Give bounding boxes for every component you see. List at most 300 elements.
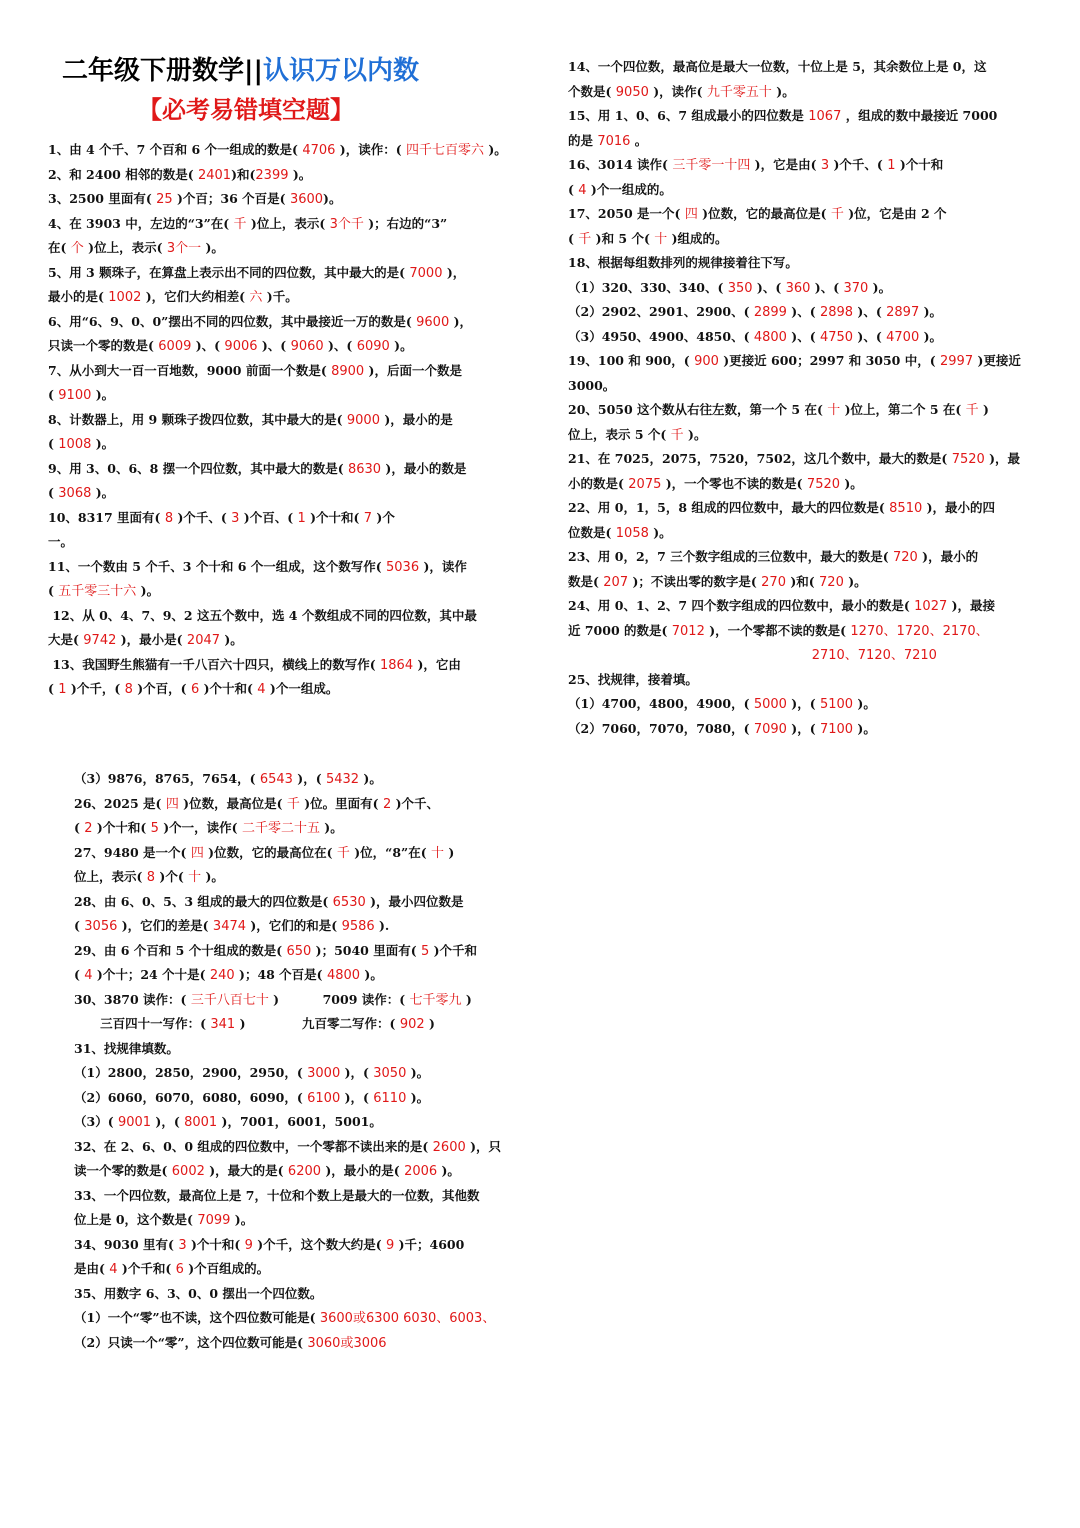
answer-text: 1002 bbox=[108, 290, 142, 305]
answer-text: 4 bbox=[84, 968, 93, 983]
answer-text: 9 bbox=[385, 1237, 395, 1253]
question-text: 14、一个四位数，最高位是最大一位数，十位上是 5，其余数位上是 0，这 bbox=[568, 59, 987, 74]
question-line bbox=[74, 1331, 514, 1356]
answer-text: 4 bbox=[578, 182, 587, 198]
question-line bbox=[48, 138, 507, 163]
question-text: )。 bbox=[406, 1089, 430, 1105]
answer-text: 6009 bbox=[158, 339, 192, 354]
answer-text: 4 bbox=[109, 1262, 118, 1277]
question-text: 是由( bbox=[74, 1261, 110, 1276]
question-line bbox=[568, 349, 1021, 374]
question-text: ，组成的数中最接近 7000 bbox=[841, 108, 998, 123]
question-text: )。 bbox=[91, 485, 115, 500]
answer-text: 6 bbox=[175, 1262, 184, 1277]
answer-text: 1 bbox=[58, 682, 67, 697]
answer-text: 1058 bbox=[615, 525, 649, 541]
question-text: )，最小是( bbox=[116, 632, 187, 647]
question-text: 10、8317 里面有( bbox=[48, 509, 165, 525]
question-text: )。 bbox=[319, 820, 343, 835]
answer-text: 六 bbox=[249, 290, 263, 305]
question-text: 28、由 6、0、5、3 组成的最大的四位数是( bbox=[74, 893, 333, 909]
question-text: （3）4950、4900、4850、( bbox=[568, 328, 754, 344]
question-line bbox=[74, 1208, 514, 1233]
question-text: )位数，它的最高位是( bbox=[697, 206, 831, 221]
question-text: )个百、( bbox=[239, 509, 298, 525]
answer-text: 6090 bbox=[356, 339, 390, 354]
answer-text: 3 bbox=[820, 158, 830, 173]
answer-text: 七千零九 bbox=[409, 992, 462, 1008]
question-text: )。 bbox=[360, 967, 383, 982]
question-line bbox=[568, 472, 1000, 497]
answer-text: 900 bbox=[694, 354, 719, 369]
question-text: 15、用 1、0、6、7 组成最小的四位数是 bbox=[568, 108, 809, 123]
question-text: 22、用 0，1，5，8 组成的四位数中，最大的四位数是( bbox=[568, 500, 890, 515]
question-text: )。 bbox=[323, 191, 342, 206]
question-text: )，( bbox=[340, 1089, 374, 1105]
question-text: )，最大的是( bbox=[204, 1163, 288, 1178]
answer-text: 3 bbox=[231, 510, 240, 526]
question-text: )个十和 bbox=[895, 157, 944, 172]
question-text: )。 bbox=[201, 869, 224, 884]
question-text: ( bbox=[48, 583, 59, 598]
question-text: 位数是( bbox=[568, 524, 616, 540]
question-line bbox=[568, 129, 1000, 154]
question-line bbox=[568, 202, 1000, 227]
question-text: )。 bbox=[91, 387, 115, 402]
question-text: )。 bbox=[91, 436, 115, 451]
question-line bbox=[568, 398, 1000, 423]
question-line bbox=[568, 692, 1000, 717]
answer-text: 9600 bbox=[416, 314, 450, 330]
question-text: 13、我国野生熊猫有一千八百六十四只，横线上的数写作( bbox=[48, 656, 381, 672]
question-line bbox=[48, 677, 493, 702]
answer-text: 2 bbox=[84, 821, 93, 836]
answer-text: 3个千 bbox=[329, 216, 364, 232]
answer-text: 4750 bbox=[819, 329, 854, 345]
question-line bbox=[74, 1159, 514, 1184]
question-text: 最小的是( bbox=[48, 289, 109, 304]
page-subtitle: 【必考易错填空题】 bbox=[138, 96, 354, 124]
answer-text: 3 bbox=[178, 1237, 187, 1253]
question-line bbox=[48, 628, 493, 653]
answer-text: 3个一 bbox=[166, 241, 202, 256]
question-text: 。 bbox=[630, 132, 648, 148]
question-text: （3）( bbox=[74, 1114, 118, 1129]
question-text: 32、在 2、6、0、0 组成的四位数中，一个零都不读出来的是( bbox=[74, 1138, 433, 1154]
answer-text: 9586 bbox=[341, 919, 375, 934]
question-text: （2）7060，7070，7080，( bbox=[568, 720, 754, 736]
question-text: )，它们的和是( bbox=[246, 918, 342, 933]
answer-text: 9060 bbox=[290, 339, 324, 354]
question-text: )，( bbox=[292, 771, 326, 786]
question-text: 27、9480 是一个( bbox=[74, 844, 191, 860]
answer-text: 9742 bbox=[83, 633, 117, 648]
question-line bbox=[568, 668, 1000, 693]
answer-text: 3600 bbox=[289, 192, 324, 207]
question-text: )。 bbox=[683, 426, 707, 442]
answer-text: 6200 bbox=[287, 1164, 322, 1179]
answer-text: 千 bbox=[578, 231, 592, 247]
question-line bbox=[48, 408, 493, 433]
answer-text: 8 bbox=[146, 870, 156, 885]
question-text: )，它是由( bbox=[750, 157, 821, 172]
question-text: )，( bbox=[340, 1065, 374, 1080]
question-line bbox=[74, 988, 514, 1013]
question-text: 位上是 0，这个数是( bbox=[74, 1212, 198, 1227]
question-text: 7、从小到大一百一百地数，9000 前面一个数是( bbox=[48, 362, 332, 378]
question-text: )和( bbox=[785, 573, 820, 589]
question-text: 位上，表示 5 个( bbox=[568, 426, 671, 442]
answer-text: 四 bbox=[165, 796, 179, 812]
question-text: 9、用 3、0、6、8 摆一个四位数，其中最大的数是( bbox=[48, 460, 348, 476]
answer-text: 3000 bbox=[307, 1066, 341, 1081]
question-line bbox=[48, 457, 493, 482]
question-text: )位数，最高位是( bbox=[178, 795, 287, 811]
question-text: )。 bbox=[843, 573, 867, 589]
answer-text: 7012 bbox=[671, 623, 705, 639]
answer-text: 个 bbox=[70, 241, 84, 256]
answer-text: 7100 bbox=[819, 721, 854, 737]
question-text: 26、2025 是( bbox=[74, 795, 166, 811]
question-line bbox=[568, 325, 1000, 350]
question-text: 8、计数器上，用 9 颗珠子拨四位数，其中最大的是( bbox=[48, 411, 347, 427]
question-text: )。 bbox=[220, 632, 243, 647]
answer-text: 4700 bbox=[886, 329, 920, 345]
answer-text: 8630 bbox=[347, 461, 382, 477]
question-line bbox=[74, 816, 514, 841]
question-line bbox=[74, 1257, 514, 1282]
question-text: )、( bbox=[786, 328, 820, 344]
question-text: )。 bbox=[840, 475, 863, 491]
question-text: ( bbox=[48, 681, 59, 696]
question-text: 17、2050 是一个( bbox=[568, 206, 685, 221]
page-title bbox=[62, 50, 419, 87]
question-line bbox=[568, 545, 1000, 570]
answer-text: 8 bbox=[164, 510, 174, 526]
question-text: )， bbox=[442, 264, 466, 280]
question-text: )个十；24 个十是( bbox=[92, 967, 210, 982]
answer-text: 4706 bbox=[302, 143, 336, 158]
question-text: )，最小的是( bbox=[321, 1163, 405, 1178]
question-text: 3000。 bbox=[568, 377, 616, 393]
question-text: )个百，( bbox=[132, 681, 191, 696]
answer-text: 360 bbox=[785, 280, 811, 296]
answer-text: 902 bbox=[399, 1017, 425, 1032]
question-line bbox=[568, 104, 1000, 129]
question-text: 18、根据每组数排列的规律接着往下写。 bbox=[568, 255, 798, 270]
question-text: 3、2500 里面有( bbox=[48, 191, 157, 206]
question-text: 一。 bbox=[48, 534, 74, 549]
question-line bbox=[74, 1135, 514, 1160]
question-text: )个百；36 个百是( bbox=[172, 191, 290, 206]
answer-text: 十 bbox=[827, 403, 841, 418]
answer-text: 7 bbox=[363, 510, 373, 526]
question-line bbox=[568, 643, 1000, 668]
answer-text: 千 bbox=[286, 796, 300, 812]
question-text: )个一，读作( bbox=[158, 820, 242, 835]
question-text: )个十和( bbox=[92, 820, 151, 835]
answer-text: 九千零五十 bbox=[706, 84, 772, 100]
question-text: )；5040 里面有( bbox=[311, 942, 421, 958]
answer-text: 370 bbox=[843, 280, 869, 296]
question-line bbox=[48, 236, 493, 261]
question-text: )个千、( bbox=[829, 157, 888, 172]
answer-text: 7000 bbox=[409, 265, 443, 281]
question-text: )。 bbox=[648, 524, 672, 540]
answer-text: 2 bbox=[382, 796, 392, 812]
left-column-questions bbox=[48, 138, 507, 702]
question-line bbox=[74, 1306, 514, 1331]
answer-text: 4800 bbox=[326, 968, 361, 983]
answer-text: 7016 bbox=[597, 133, 631, 149]
question-line bbox=[74, 865, 514, 890]
question-text: )，最 bbox=[984, 451, 1021, 466]
question-text: 16、3014 读作( bbox=[568, 157, 673, 172]
right-column-questions bbox=[568, 55, 1021, 741]
question-line bbox=[74, 1282, 514, 1307]
question-line bbox=[74, 1233, 514, 1258]
question-line bbox=[568, 423, 1000, 448]
title-main: 二年级下册数学|| bbox=[62, 56, 263, 86]
answer-text: 9000 bbox=[346, 412, 380, 428]
answer-text: 9006 bbox=[224, 339, 258, 354]
answer-text: 十 bbox=[188, 870, 202, 885]
question-text: )。 bbox=[771, 83, 795, 99]
answer-text: 5432 bbox=[325, 772, 360, 787]
question-text: 21、在 7025，2075，7520，7502，这几个数中，最大的数是( bbox=[568, 451, 952, 466]
answer-text: 四 bbox=[190, 845, 204, 861]
question-line bbox=[568, 153, 1000, 178]
answer-text: 四千七百零六 bbox=[405, 143, 484, 158]
question-text: 位上，表示( bbox=[74, 869, 147, 884]
question-text: )；不读出零的数字是( bbox=[628, 573, 762, 589]
question-line bbox=[568, 276, 1000, 301]
answer-text: 千 bbox=[233, 216, 247, 232]
answer-text: 5 bbox=[150, 821, 159, 836]
question-text: ( bbox=[568, 230, 579, 246]
question-text: ) bbox=[424, 1016, 435, 1031]
question-text: 6、用“6、9、0、0”摆出不同的四位数，其中最接近一万的数是( bbox=[48, 313, 417, 329]
answer-text: 207 bbox=[603, 574, 629, 590]
question-text: （1）2800，2850，2900，2950，( bbox=[74, 1065, 308, 1080]
question-line bbox=[568, 594, 1000, 619]
answer-text: 1 bbox=[297, 510, 306, 526]
question-text: )。 bbox=[201, 240, 224, 255]
question-text: )个( bbox=[155, 869, 189, 884]
answer-text: 25 bbox=[156, 192, 173, 207]
question-text: )。 bbox=[288, 166, 312, 182]
question-line bbox=[74, 841, 514, 866]
question-line bbox=[74, 792, 514, 817]
question-line bbox=[74, 914, 514, 939]
answer-text: 四 bbox=[684, 207, 698, 222]
question-line bbox=[48, 481, 493, 506]
answer-text: 9100 bbox=[58, 388, 92, 403]
question-text: ( bbox=[568, 181, 579, 197]
question-text: ). bbox=[374, 918, 390, 933]
question-text: 大是( bbox=[48, 632, 84, 647]
question-text: )、( bbox=[323, 338, 357, 353]
answer-text: 7520 bbox=[951, 452, 985, 467]
question-text: 34、9030 里有( bbox=[74, 1236, 179, 1252]
question-text: 在( bbox=[48, 240, 71, 255]
question-text: 30、3870 读作：( bbox=[74, 991, 191, 1007]
question-text: 29、由 6 个百和 5 个十组成的数是( bbox=[74, 942, 287, 958]
question-line bbox=[48, 604, 493, 629]
lower-column-questions bbox=[74, 767, 514, 1355]
question-text: )。 bbox=[483, 142, 507, 157]
question-text: （1）4700，4800，4900，( bbox=[568, 696, 754, 711]
answer-text: 6002 bbox=[171, 1164, 205, 1179]
question-line bbox=[74, 1086, 514, 1111]
question-text: )，它们的差是( bbox=[117, 918, 213, 933]
answer-text: 1270、1720、2170、 bbox=[850, 623, 989, 639]
answer-text: 7090 bbox=[753, 721, 787, 737]
question-text: )，它由 bbox=[413, 656, 461, 672]
question-line bbox=[568, 300, 1000, 325]
question-text: )。 bbox=[230, 1212, 254, 1227]
answer-text: 十 bbox=[431, 845, 445, 861]
question-text: ( bbox=[74, 918, 85, 933]
question-text: )位，它是由 2 个 bbox=[843, 206, 947, 221]
question-text: 33、一个四位数，最高位上是 7，十位和个数上是最大的一位数，其他数 bbox=[74, 1187, 480, 1203]
question-text: 11、一个数由 5 个千、3 个十和 6 个一组成，这个数写作( bbox=[48, 558, 387, 574]
answer-text: 6100 bbox=[307, 1090, 341, 1106]
question-text: )。 bbox=[406, 1065, 430, 1080]
answer-text: 3474 bbox=[212, 919, 247, 934]
answer-text: 2899 bbox=[753, 305, 787, 320]
question-text: )个 bbox=[372, 509, 395, 525]
question-text: （2）2902、2901、2900、( bbox=[568, 304, 754, 319]
answer-text: 6 bbox=[190, 682, 200, 697]
question-line bbox=[48, 579, 493, 604]
answer-text: 9050 bbox=[615, 84, 649, 100]
question-text: )， bbox=[449, 313, 473, 329]
answer-text: 8 bbox=[124, 682, 133, 697]
question-line bbox=[568, 251, 1000, 276]
question-text: )和( bbox=[231, 166, 256, 182]
question-line bbox=[568, 496, 1000, 521]
question-text: )个一组成。 bbox=[265, 681, 339, 696]
question-text: )，只 bbox=[465, 1138, 502, 1154]
answer-text: 1864 bbox=[380, 657, 414, 673]
question-line bbox=[48, 212, 493, 237]
question-text: )个千、 bbox=[391, 795, 439, 811]
question-text: 19、100 和 900，( bbox=[568, 353, 695, 368]
question-text: )。 bbox=[359, 771, 382, 786]
answer-text: 二千零二十五 bbox=[241, 821, 320, 836]
question-text: )更接近 bbox=[973, 353, 1021, 368]
question-text: ) 7009 读作：( bbox=[268, 991, 410, 1007]
question-line bbox=[48, 432, 493, 457]
question-text: )个十和( bbox=[186, 1236, 245, 1252]
answer-text: 720 bbox=[819, 574, 844, 590]
question-text: ( bbox=[74, 967, 85, 982]
question-text: )，7001，6001，5001。 bbox=[217, 1114, 382, 1129]
question-text: )，最小的四 bbox=[922, 500, 996, 515]
question-text: )；右边的“3” bbox=[363, 215, 448, 231]
answer-text: 7099 bbox=[197, 1213, 231, 1228]
question-text: )个百组成的。 bbox=[183, 1261, 270, 1276]
question-text: )、( bbox=[752, 279, 786, 295]
question-text: 23、用 0，2，7 三个数字组成的三位数中，最大的数是( bbox=[568, 549, 893, 564]
question-text: )。 bbox=[868, 279, 892, 295]
answer-text: 2006 bbox=[404, 1164, 438, 1179]
question-text: ) bbox=[978, 402, 989, 417]
answer-text: 3068 bbox=[58, 486, 92, 501]
answer-text: 350 bbox=[727, 280, 753, 296]
question-text: )千。 bbox=[262, 289, 298, 304]
question-text: )。 bbox=[919, 328, 942, 344]
question-text: )个一组成的。 bbox=[586, 181, 672, 197]
question-text: )、( bbox=[257, 338, 291, 353]
question-text: )，后面一个数是 bbox=[364, 362, 462, 378]
question-text: ( bbox=[74, 820, 85, 835]
question-text: )、( bbox=[786, 304, 820, 319]
question-text: )、( bbox=[810, 279, 844, 295]
question-text: )。 bbox=[389, 338, 413, 353]
question-text: )，最小四位数是 bbox=[365, 893, 464, 909]
question-line bbox=[48, 359, 493, 384]
question-line bbox=[48, 310, 493, 335]
question-text: )组成的。 bbox=[667, 230, 728, 246]
question-text bbox=[568, 647, 812, 662]
question-text: 4、在 3903 中，左边的“3”在( bbox=[48, 215, 234, 231]
answer-text: 3050 bbox=[373, 1066, 407, 1081]
answer-text: 8510 bbox=[889, 501, 923, 516]
question-line bbox=[74, 1110, 514, 1135]
question-line bbox=[568, 521, 1000, 546]
question-text: 数是( bbox=[568, 573, 604, 589]
question-text: )、( bbox=[853, 304, 887, 319]
answer-text: 三千八百七十 bbox=[190, 992, 269, 1008]
answer-text: 千 bbox=[965, 403, 979, 418]
question-text: 2、和 2400 相邻的数是( bbox=[48, 166, 198, 182]
question-text: )。 bbox=[919, 304, 942, 319]
question-text: ) bbox=[444, 844, 455, 860]
question-text: 1、由 4 个千、7 个百和 6 个一组成的数是( bbox=[48, 142, 303, 157]
question-text: )。 bbox=[437, 1163, 460, 1178]
question-text: （1）320、330、340、( bbox=[568, 279, 728, 295]
answer-text: 2075 bbox=[628, 476, 662, 492]
question-line bbox=[48, 163, 493, 188]
answer-text: 5100 bbox=[819, 697, 854, 712]
question-line bbox=[74, 767, 514, 792]
question-line bbox=[48, 261, 493, 286]
answer-text: 千 bbox=[336, 845, 350, 861]
answer-text: 2600 bbox=[432, 1139, 466, 1155]
answer-text: 8900 bbox=[331, 363, 365, 379]
answer-text: 2997 bbox=[940, 354, 974, 369]
question-line bbox=[48, 187, 493, 212]
question-text: 25、找规律，接着填。 bbox=[568, 671, 698, 687]
question-line bbox=[74, 1061, 514, 1086]
question-text: )、( bbox=[191, 338, 225, 353]
question-text: )，( bbox=[786, 696, 820, 711]
question-text: 35、用数字 6、3、0、0 摆出一个四位数。 bbox=[74, 1285, 323, 1301]
question-text: 三百四十一写作：( bbox=[74, 1016, 211, 1031]
question-line bbox=[568, 447, 1021, 472]
answer-text: 5000 bbox=[753, 697, 787, 712]
question-text: )个千，( bbox=[66, 681, 125, 696]
question-text: )，最小的 bbox=[917, 549, 979, 564]
question-line bbox=[568, 55, 1000, 80]
question-line bbox=[74, 963, 514, 988]
question-text: )个十和( bbox=[199, 681, 258, 696]
answer-text: 8001 bbox=[184, 1115, 218, 1130]
answer-text: 五千零三十六 bbox=[58, 584, 137, 599]
question-line bbox=[74, 890, 514, 915]
